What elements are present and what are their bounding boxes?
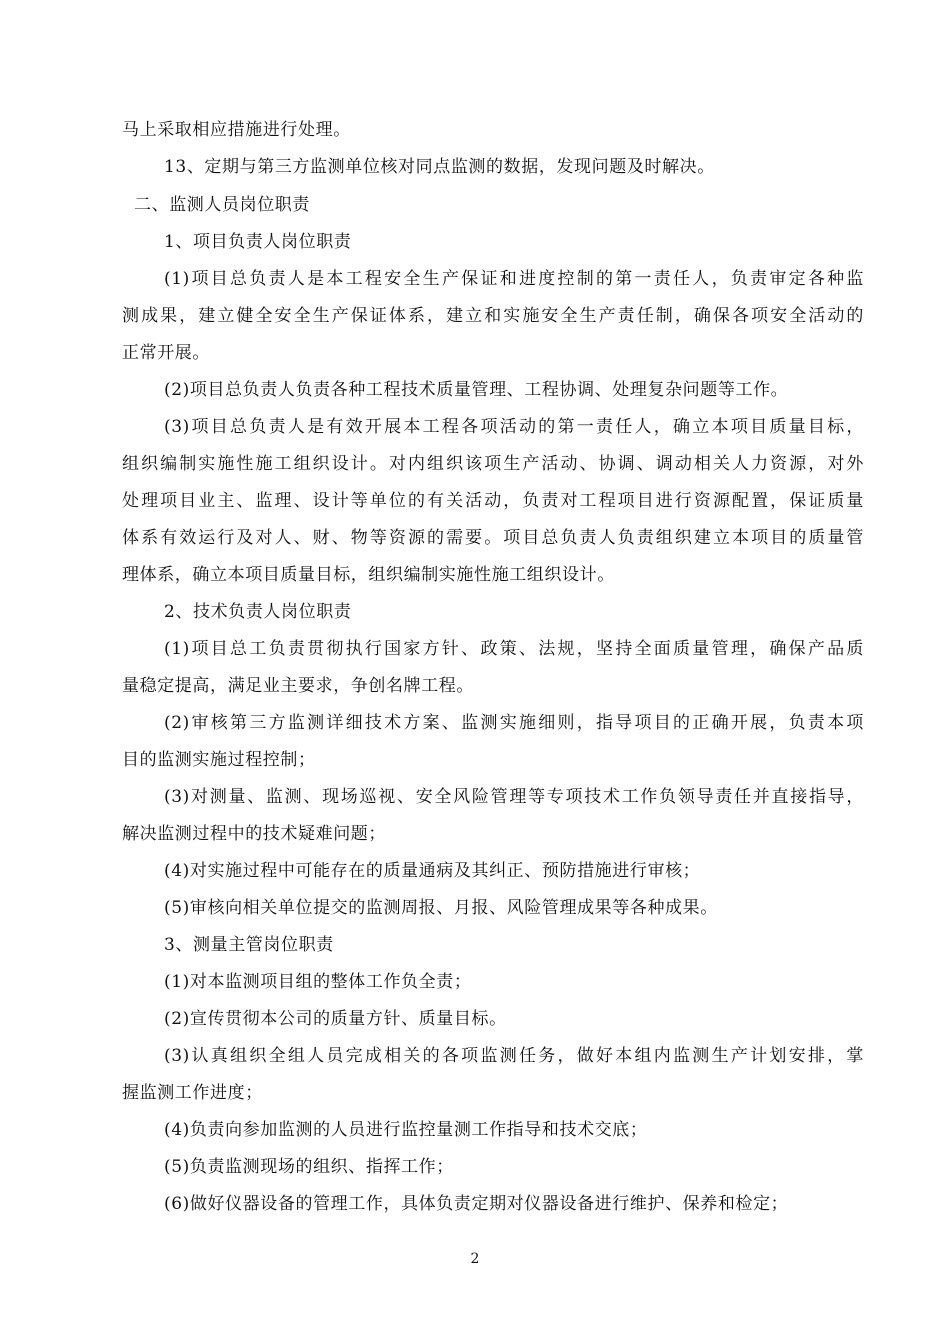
paragraph-line: 握监测工作进度； <box>122 1083 263 1103</box>
paragraph-line: 处理项目业主、监理、设计等单位的有关活动，负责对工程项目进行资源配置，保证质量 <box>122 491 864 511</box>
paragraph-line: 量稳定提高，满足业主要求，争创名牌工程。 <box>122 676 474 696</box>
paragraph-line: 目的监测实施过程控制； <box>122 750 316 770</box>
paragraph-line: 13、定期与第三方监测单位核对同点监测的数据，发现问题及时解决。 <box>164 157 715 177</box>
subsection-heading: 2、技术负责人岗位职责 <box>164 602 352 622</box>
paragraph-line: (3)项目总负责人是有效开展本工程各项活动的第一责任人，确立本项目质量目标， <box>164 417 864 437</box>
paragraph-line: 组织编制实施性施工组织设计。对内组织该项生产活动、协调、调动相关人力资源，对外 <box>122 454 864 474</box>
paragraph-line: 理体系，确立本项目质量目标，组织编制实施性施工组织设计。 <box>122 565 615 585</box>
paragraph-line: (2)宣传贯彻本公司的质量方针、质量目标。 <box>164 1009 507 1029</box>
paragraph-line: (1)项目总工负责贯彻执行国家方针、政策、法规，坚持全面质量管理，确保产品质 <box>164 639 864 659</box>
paragraph-line: 马上采取相应措施进行处理。 <box>122 120 351 140</box>
page-number: 2 <box>470 1251 480 1267</box>
paragraph-line: (1)对本监测项目组的整体工作负全责； <box>164 972 472 992</box>
section-heading: 二、监测人员岗位职责 <box>134 195 310 215</box>
paragraph-line: (5)审核向相关单位提交的监测周报、月报、风险管理成果等各种成果。 <box>164 898 718 918</box>
paragraph-line: 正常开展。 <box>122 343 210 363</box>
paragraph-line: (3)认真组织全组人员完成相关的各项监测任务，做好本组内监测生产计划安排，掌 <box>164 1046 864 1066</box>
subsection-heading: 3、测量主管岗位职责 <box>164 935 334 955</box>
paragraph-line: 测成果，建立健全安全生产保证体系，建立和实施安全生产责任制，确保各项安全活动的 <box>122 306 864 326</box>
paragraph-line: (1)项目总负责人是本工程安全生产保证和进度控制的第一责任人，负责审定各种监 <box>164 269 864 289</box>
subsection-heading: 1、项目负责人岗位职责 <box>164 232 352 252</box>
paragraph-line: 解决监测过程中的技术疑难问题； <box>122 824 386 844</box>
paragraph-line: (4)对实施过程中可能存在的质量通病及其纠正、预防措施进行审核； <box>164 861 701 881</box>
paragraph-line: 体系有效运行及对人、财、物等资源的需要。项目总负责人负责组织建立本项目的质量管 <box>122 528 864 548</box>
paragraph-line: (2)审核第三方监测详细技术方案、监测实施细则，指导项目的正确开展，负责本项 <box>164 713 864 733</box>
paragraph-line: (4)负责向参加监测的人员进行监控量测工作指导和技术交底； <box>164 1120 648 1140</box>
paragraph-line: (2)项目总负责人负责各种工程技术质量管理、工程协调、处理复杂问题等工作。 <box>164 380 789 400</box>
paragraph-line: (3)对测量、监测、现场巡视、安全风险管理等专项技术工作负领导责任并直接指导， <box>164 787 864 807</box>
paragraph-line: (5)负责监测现场的组织、指挥工作； <box>164 1157 454 1177</box>
paragraph-line: (6)做好仪器设备的管理工作，具体负责定期对仪器设备进行维护、保养和检定； <box>164 1194 789 1214</box>
